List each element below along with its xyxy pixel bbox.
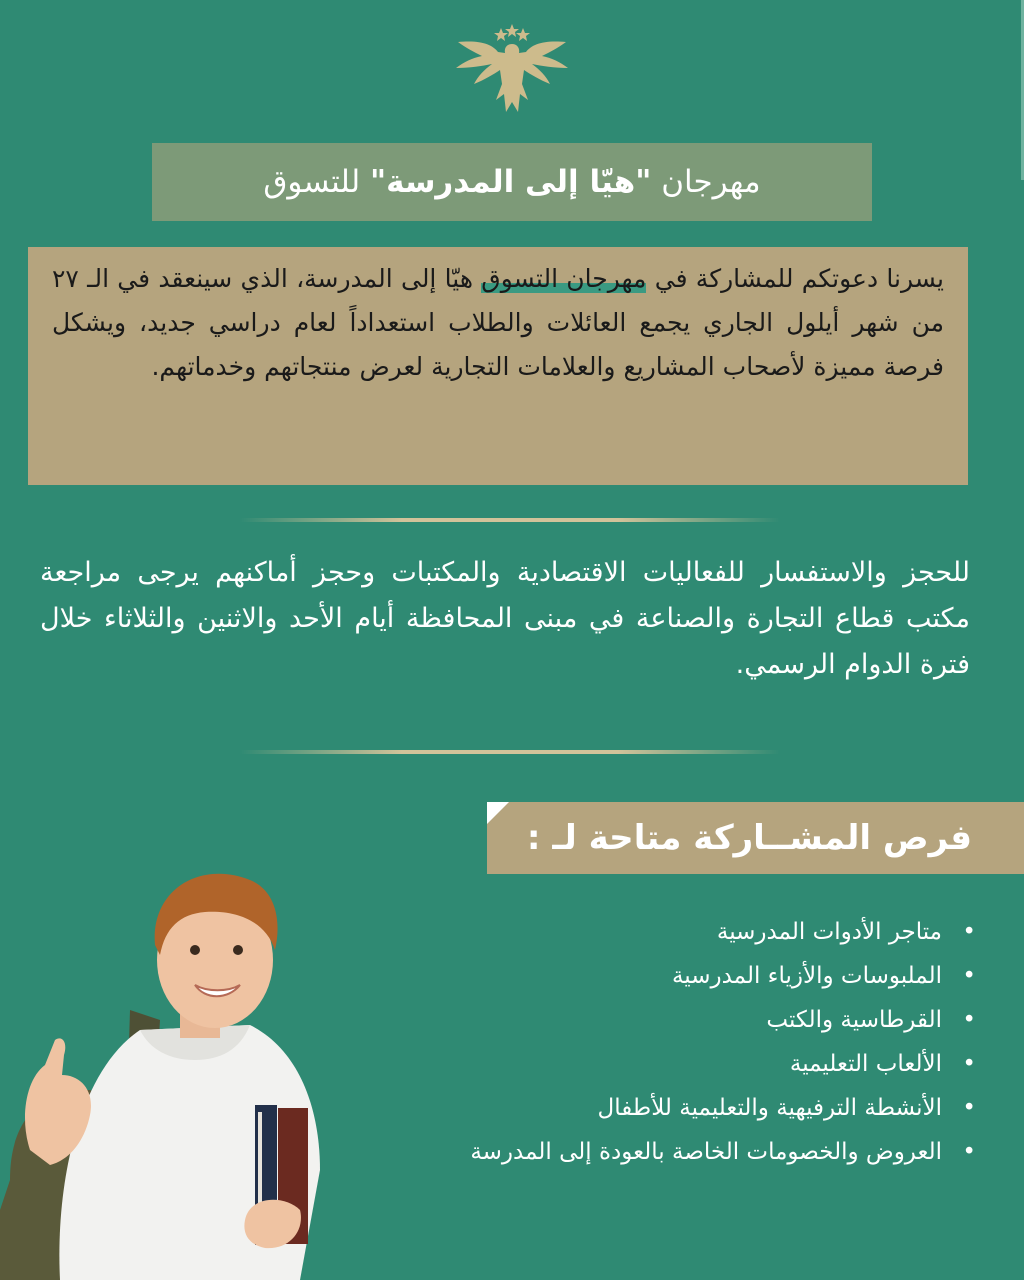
intro-text-end: هيّا إلى المدرسة، الذي سينعقد في الـ ٢٧ من شهر أيلول الجاري يجمع العائلات والطلاب استعداداً لعام دراسي جديد، ويشكل فرصة مميزة لأصحاب المشاريع والعلامات التجارية لعرض منتجاتهم وخدماتهم.	[52, 264, 944, 381]
corner-accent-icon	[487, 802, 509, 824]
title-suffix: للتسوق	[263, 164, 370, 200]
bullet-dot-icon: •	[962, 919, 976, 945]
student-illustration	[0, 850, 350, 1280]
divider-top	[240, 518, 780, 522]
intro-text-start: يسرنا دعوتكم للمشاركة في	[646, 264, 945, 293]
divider-bottom	[240, 750, 780, 754]
bullet-dot-icon: •	[962, 1051, 976, 1077]
opportunities-heading: فرص المشــاركة متاحة لـ :	[526, 818, 972, 858]
booking-paragraph: للحجز والاستفسار للفعاليات الاقتصادية والمكتبات وحجز أماكنهم يرجى مراجعة مكتب قطاع التجارة والصناعة في مبنى المحافظة أيام الأحد والاثنين والثلاثاء خلال فترة الدوام الرسمي.	[40, 557, 970, 680]
list-item: • الأنشطة الترفيهية والتعليمية للأطفال	[376, 1086, 976, 1130]
eagle-emblem-icon	[452, 22, 572, 122]
bullet-dot-icon: •	[962, 1007, 976, 1033]
list-item: • العروض والخصومات الخاصة بالعودة إلى المدرسة	[376, 1130, 976, 1174]
intro-paragraph	[28, 247, 968, 485]
title-prefix: مهرجان	[651, 164, 761, 200]
list-item: • القرطاسية والكتب	[376, 998, 976, 1042]
title-bold: "هيّا إلى المدرسة"	[370, 164, 652, 200]
intro-highlight: مهرجان التسوق	[481, 264, 647, 293]
bullet-dot-icon: •	[962, 963, 976, 989]
festival-title	[152, 143, 872, 221]
bullet-dot-icon: •	[962, 1095, 976, 1121]
list-item: • متاجر الأدوات المدرسية	[376, 910, 976, 954]
list-item: • الألعاب التعليمية	[376, 1042, 976, 1086]
opportunities-heading-bar	[487, 802, 1024, 874]
bullet-dot-icon: •	[962, 1139, 976, 1165]
opportunities-list	[376, 910, 976, 1174]
list-item: • الملبوسات والأزياء المدرسية	[376, 954, 976, 998]
